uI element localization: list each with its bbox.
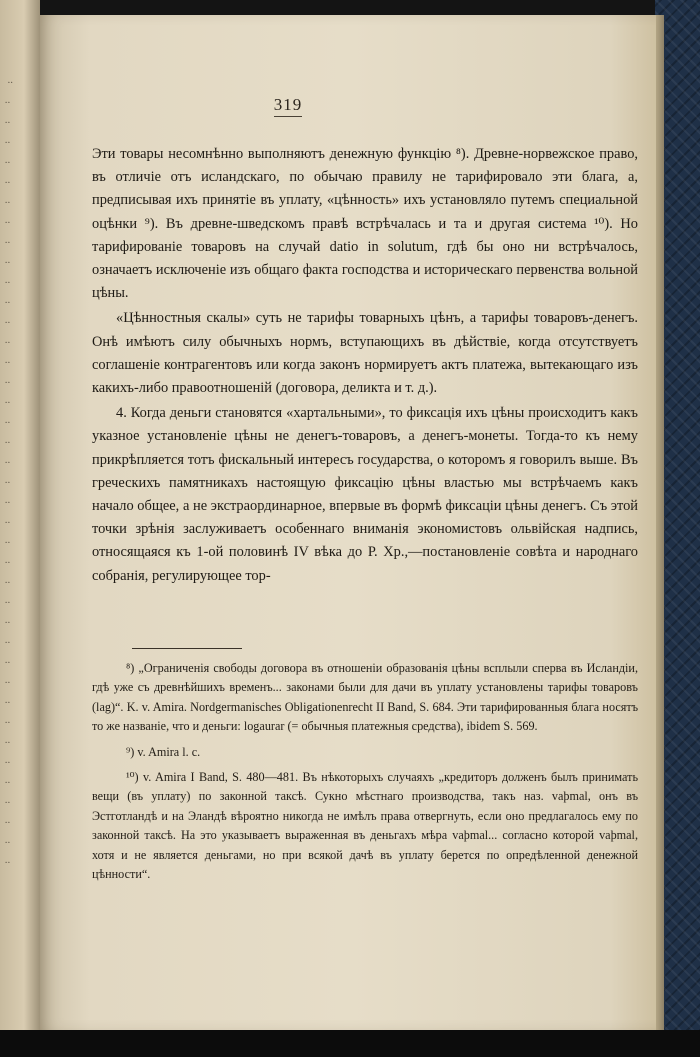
paragraph: Эти товары несомнѣнно выполняютъ денежную функцію ⁸). Древне-норвежское право, въ отличіе отъ исландскаго, по обычаю правилу не тарифировало эти блага, а, предписывая ихъ принятіе въ уплату, «цѣнность» ихъ установляло путемъ специальной оцѣнки ⁹). Въ древне-шведскомъ правѣ встрѣчалась и та и другая система ¹⁰). Но тарифированіе товаровъ на случай datio in solutum, гдѣ бы оно ни встрѣчалось, означаетъ исключеніе изъ общаго факта господства и историческаго первенства вольной цѣны. xyxy=(92,146,638,302)
page-fore-edge xyxy=(656,15,664,1030)
book-page xyxy=(40,15,660,1030)
footnote: ⁹) v. Amira l. c. xyxy=(126,744,201,759)
paragraph: «Цѣнностныя скалы» суть не тарифы товарныхъ цѣнъ, а тарифы товаровъ-денегъ. Онѣ имѣютъ силу обычныхъ нормъ, вступающихъ въ дѣйствіе, когда отсутствуетъ соглашеніе контрагентовъ или когда законъ нормируетъ актъ платежа, вытекающаго изъ какихъ-либо правоотношеній (договора, деликта и т. д.). xyxy=(92,310,638,397)
footnotes xyxy=(92,659,638,884)
footnote: ⁸) „Ограниченія свободы договора въ отношеніи образованія цѣны всплыли сперва въ Исландіи, гдѣ уже съ древнѣйшихъ временъ... законами были для дачи въ уплату установлены тарифы товаровъ (lag)“. K. v. Amira. Nordgermanisches Obligationenrecht II Band, S. 684. Эти тарифированныя блага носятъ то же названіе, что и деньги: logaurar (= обычныя платежныя средства), ibidem S. 569. xyxy=(92,661,638,734)
page-number-underline xyxy=(274,116,302,117)
facing-page-text: .. .. .. .. .. .. .. .. .. .. .. .. .. .. .. .. .. .. .. .. .. .. .. .. .. .. .. .. .. .. .. .. .. .. .. .. .. .. .. .. xyxy=(4,74,13,866)
paragraph: 4. Когда деньги становятся «хартальными», то фиксація ихъ цѣны происходитъ какъ указное установленіе цѣны не денегъ-товаровъ, а денегъ-монеты. Тогда-то къ нему прикрѣпляется тотъ фискальный интересъ государства, о которомъ я говорилъ выше. Въ греческихъ памятникахъ настоящую фиксацію цѣны властью мы встрѣчаемъ какъ начало общее, а не экстраординарное, впервые въ формѣ фиксаціи цѣны денегъ. Съ этой точки зрѣнія заслуживаетъ особеннаго вниманія экономистовъ ольвійская надпись, относящаяся къ 1-ой половинѣ IV вѣка до Р. Хр.,—постановленіе совѣта и народнаго собранія, регулирующее тор- xyxy=(92,405,638,584)
footnote-separator xyxy=(132,648,242,649)
dark-background xyxy=(0,1030,700,1057)
main-text xyxy=(92,143,638,588)
footnote: ¹⁰) v. Amira I Band, S. 480—481. Въ нѣкоторыхъ случаяхъ „кредиторъ долженъ былъ принимать вещи (въ уплату) по законной таксѣ. Сукно мѣстнаго производства, такъ наз. vaþmal, онъ въ Эстготландѣ и на Эландѣ вѣроятно никогда не имѣлъ права отвергнуть, если оно предлагалось ему по законной таксѣ. На это указываетъ выраженная въ деньгахъ мѣра vaþmal... согласно которой vaþmal, хотя и не является деньгами, но при всякой дачѣ въ уплату берется по опредѣленной денежной цѣнности“. xyxy=(92,770,638,882)
page-number: 319 xyxy=(273,95,303,114)
facing-page-edge xyxy=(0,0,40,1030)
